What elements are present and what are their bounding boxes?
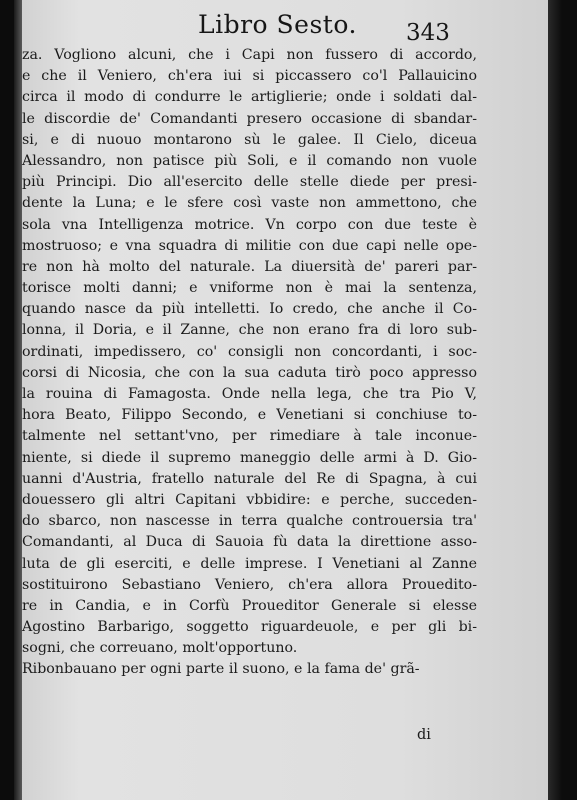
page-gutter-shadow [14,0,22,800]
text-line: re in Candia, e in Corfù Proueditor Generale si elesse [22,597,477,614]
page-number: 343 [406,20,450,46]
catchword: di [417,727,431,743]
text-line: Agostino Barbarigo, soggetto riguardeuole, e per gli bi- [22,619,477,636]
text-line: za. Vogliono alcuni, che i Capi non fussero di accordo, [22,47,477,63]
text-line: quando nasce da più intelletti. Io credo, che anche il Co- [22,301,477,318]
text-line: la rouina di Famagosta. Onde nella lega, che tra Pio V, [22,386,477,402]
body-text [22,45,477,681]
text-line: douessero gli altri Capitani vbbidire: e perche, succeden- [22,491,477,508]
text-line: do sbarco, non nascesse in terra qualche controuersia tra' [22,513,477,530]
text-line: sola vna Intelligenza motrice. Vn corpo con due teste è [22,216,477,233]
header-title: Libro Sesto. [198,10,357,39]
text-line: mostruoso; e vna squadra di militie con due capi nelle ope- [22,237,477,254]
text-line: Ribonbauano per ogni parte il suono, e la fama de' grã- [22,661,420,678]
text-line: dente la Luna; e le sfere così vaste non ammettono, che [22,195,477,212]
text-line: talmente nel settant'vno, per rimediare à tale inconue- [22,428,477,445]
text-line: si, e di nuouo montarono sù le galee. Il Cielo, diceua [22,131,477,148]
page-edge-shadow [548,0,562,800]
text-line: torisce molti danni; e vniforme non è mai la sentenza, [22,280,477,297]
text-line: sogni, che correuano, molt'opportuno. [22,640,298,657]
text-line: uanni d'Austria, fratello naturale del Re di Spagna, à cui [22,470,477,487]
running-head [0,8,577,46]
text-line: re non hà molto del naturale. La diuersità de' pareri par- [22,258,477,275]
text-line: Comandanti, al Duca di Sauoia fù data la direttione asso- [22,534,477,551]
text-line: luta de gli eserciti, e delle imprese. I Venetiani al Zanne [22,555,477,572]
text-line: hora Beato, Filippo Secondo, e Venetiani si conchiuse to- [22,407,477,424]
text-line: le discordie de' Comandanti presero occasione di sbandar- [22,110,477,127]
text-line: Alessandro, non patisce più Soli, e il comando non vuole [22,152,477,169]
text-line: corsi di Nicosia, che con la sua caduta tirò poco appresso [22,364,477,381]
text-line: circa il modo di condurre le artiglierie; onde i soldati dal- [22,89,477,106]
text-line: e che il Veniero, ch'era iui si piccassero co'l Pallauicino [22,68,477,85]
text-line: più Principi. Dio all'esercito delle stelle diede per presi- [22,174,477,191]
text-line: sostituirono Sebastiano Veniero, ch'era allora Prouedito- [22,576,477,593]
text-line: ordinati, impedissero, co' consigli non concordanti, i soc- [22,343,477,360]
text-line: niente, si diede il supremo maneggio delle armi à D. Gio- [22,449,477,466]
text-line: lonna, il Doria, e il Zanne, che non erano fra di loro sub- [22,322,477,339]
